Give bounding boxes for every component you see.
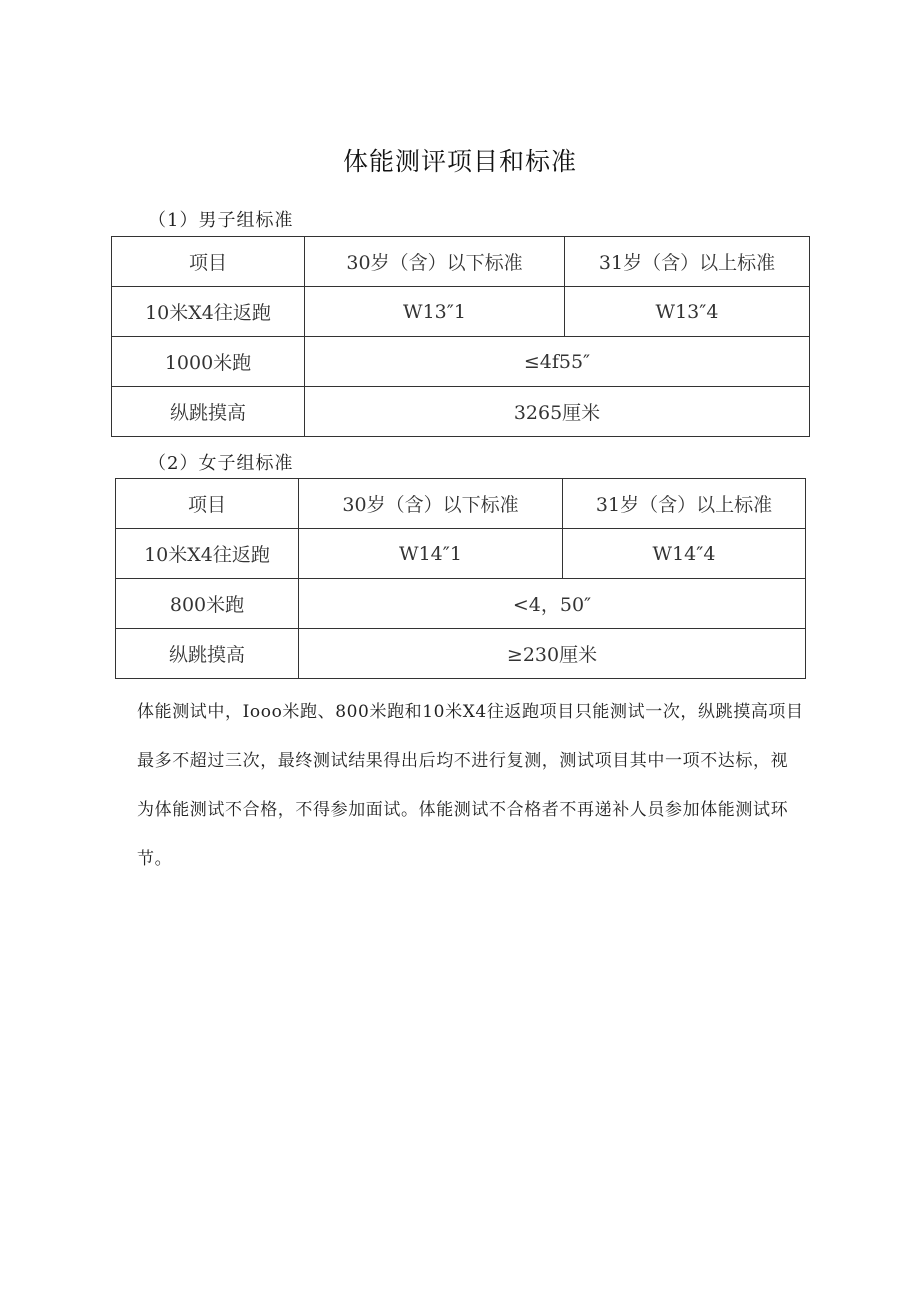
row-under30-value: W13″1 bbox=[305, 287, 565, 337]
header-over31: 31岁（含）以上标准 bbox=[565, 237, 810, 287]
page-title: 体能测评项目和标准 bbox=[342, 147, 577, 176]
row-under30-value: W14″1 bbox=[299, 529, 563, 579]
row-standard-value: <4，50″ bbox=[299, 579, 806, 629]
table-row bbox=[116, 529, 806, 579]
header-item: 项目 bbox=[112, 237, 305, 287]
table-row bbox=[112, 287, 810, 337]
table-row bbox=[116, 579, 806, 629]
table-row bbox=[116, 629, 806, 679]
row-over31-value: W13″4 bbox=[565, 287, 810, 337]
table-row bbox=[112, 337, 810, 387]
row-item: 纵跳摸高 bbox=[112, 387, 305, 437]
row-item: 10米X4往返跑 bbox=[112, 287, 305, 337]
table-row bbox=[112, 387, 810, 437]
women-section-heading: （2）女子组标准 bbox=[148, 453, 294, 474]
header-over31: 31岁（含）以上标准 bbox=[563, 479, 806, 529]
row-item: 纵跳摸高 bbox=[116, 629, 299, 679]
row-over31-value: W14″4 bbox=[563, 529, 806, 579]
men-standards-table bbox=[111, 236, 810, 437]
men-section-heading: （1）男子组标准 bbox=[148, 210, 294, 231]
row-item: 10米X4往返跑 bbox=[116, 529, 299, 579]
row-standard-value: ≤4f55″ bbox=[305, 337, 810, 387]
test-rules-note: 体能测试中，Iooo米跑、800米跑和10米X4往返跑项目只能测试一次，纵跳摸高项目最多不超过三次，最终测试结果得出后均不进行复测，测试项目其中一项不达标，视为体能测试不合格，不得参加面试。体能测试不合格者不再递补人员参加体能测试环节。 bbox=[137, 702, 804, 869]
header-under30: 30岁（含）以下标准 bbox=[305, 237, 565, 287]
row-item: 800米跑 bbox=[116, 579, 299, 629]
header-under30: 30岁（含）以下标准 bbox=[299, 479, 563, 529]
row-item: 1000米跑 bbox=[112, 337, 305, 387]
header-item: 项目 bbox=[116, 479, 299, 529]
row-standard-value: 3265厘米 bbox=[305, 387, 810, 437]
women-standards-table bbox=[115, 478, 806, 679]
table-header-row bbox=[116, 479, 806, 529]
row-standard-value: ≥230厘米 bbox=[299, 629, 806, 679]
table-header-row bbox=[112, 237, 810, 287]
